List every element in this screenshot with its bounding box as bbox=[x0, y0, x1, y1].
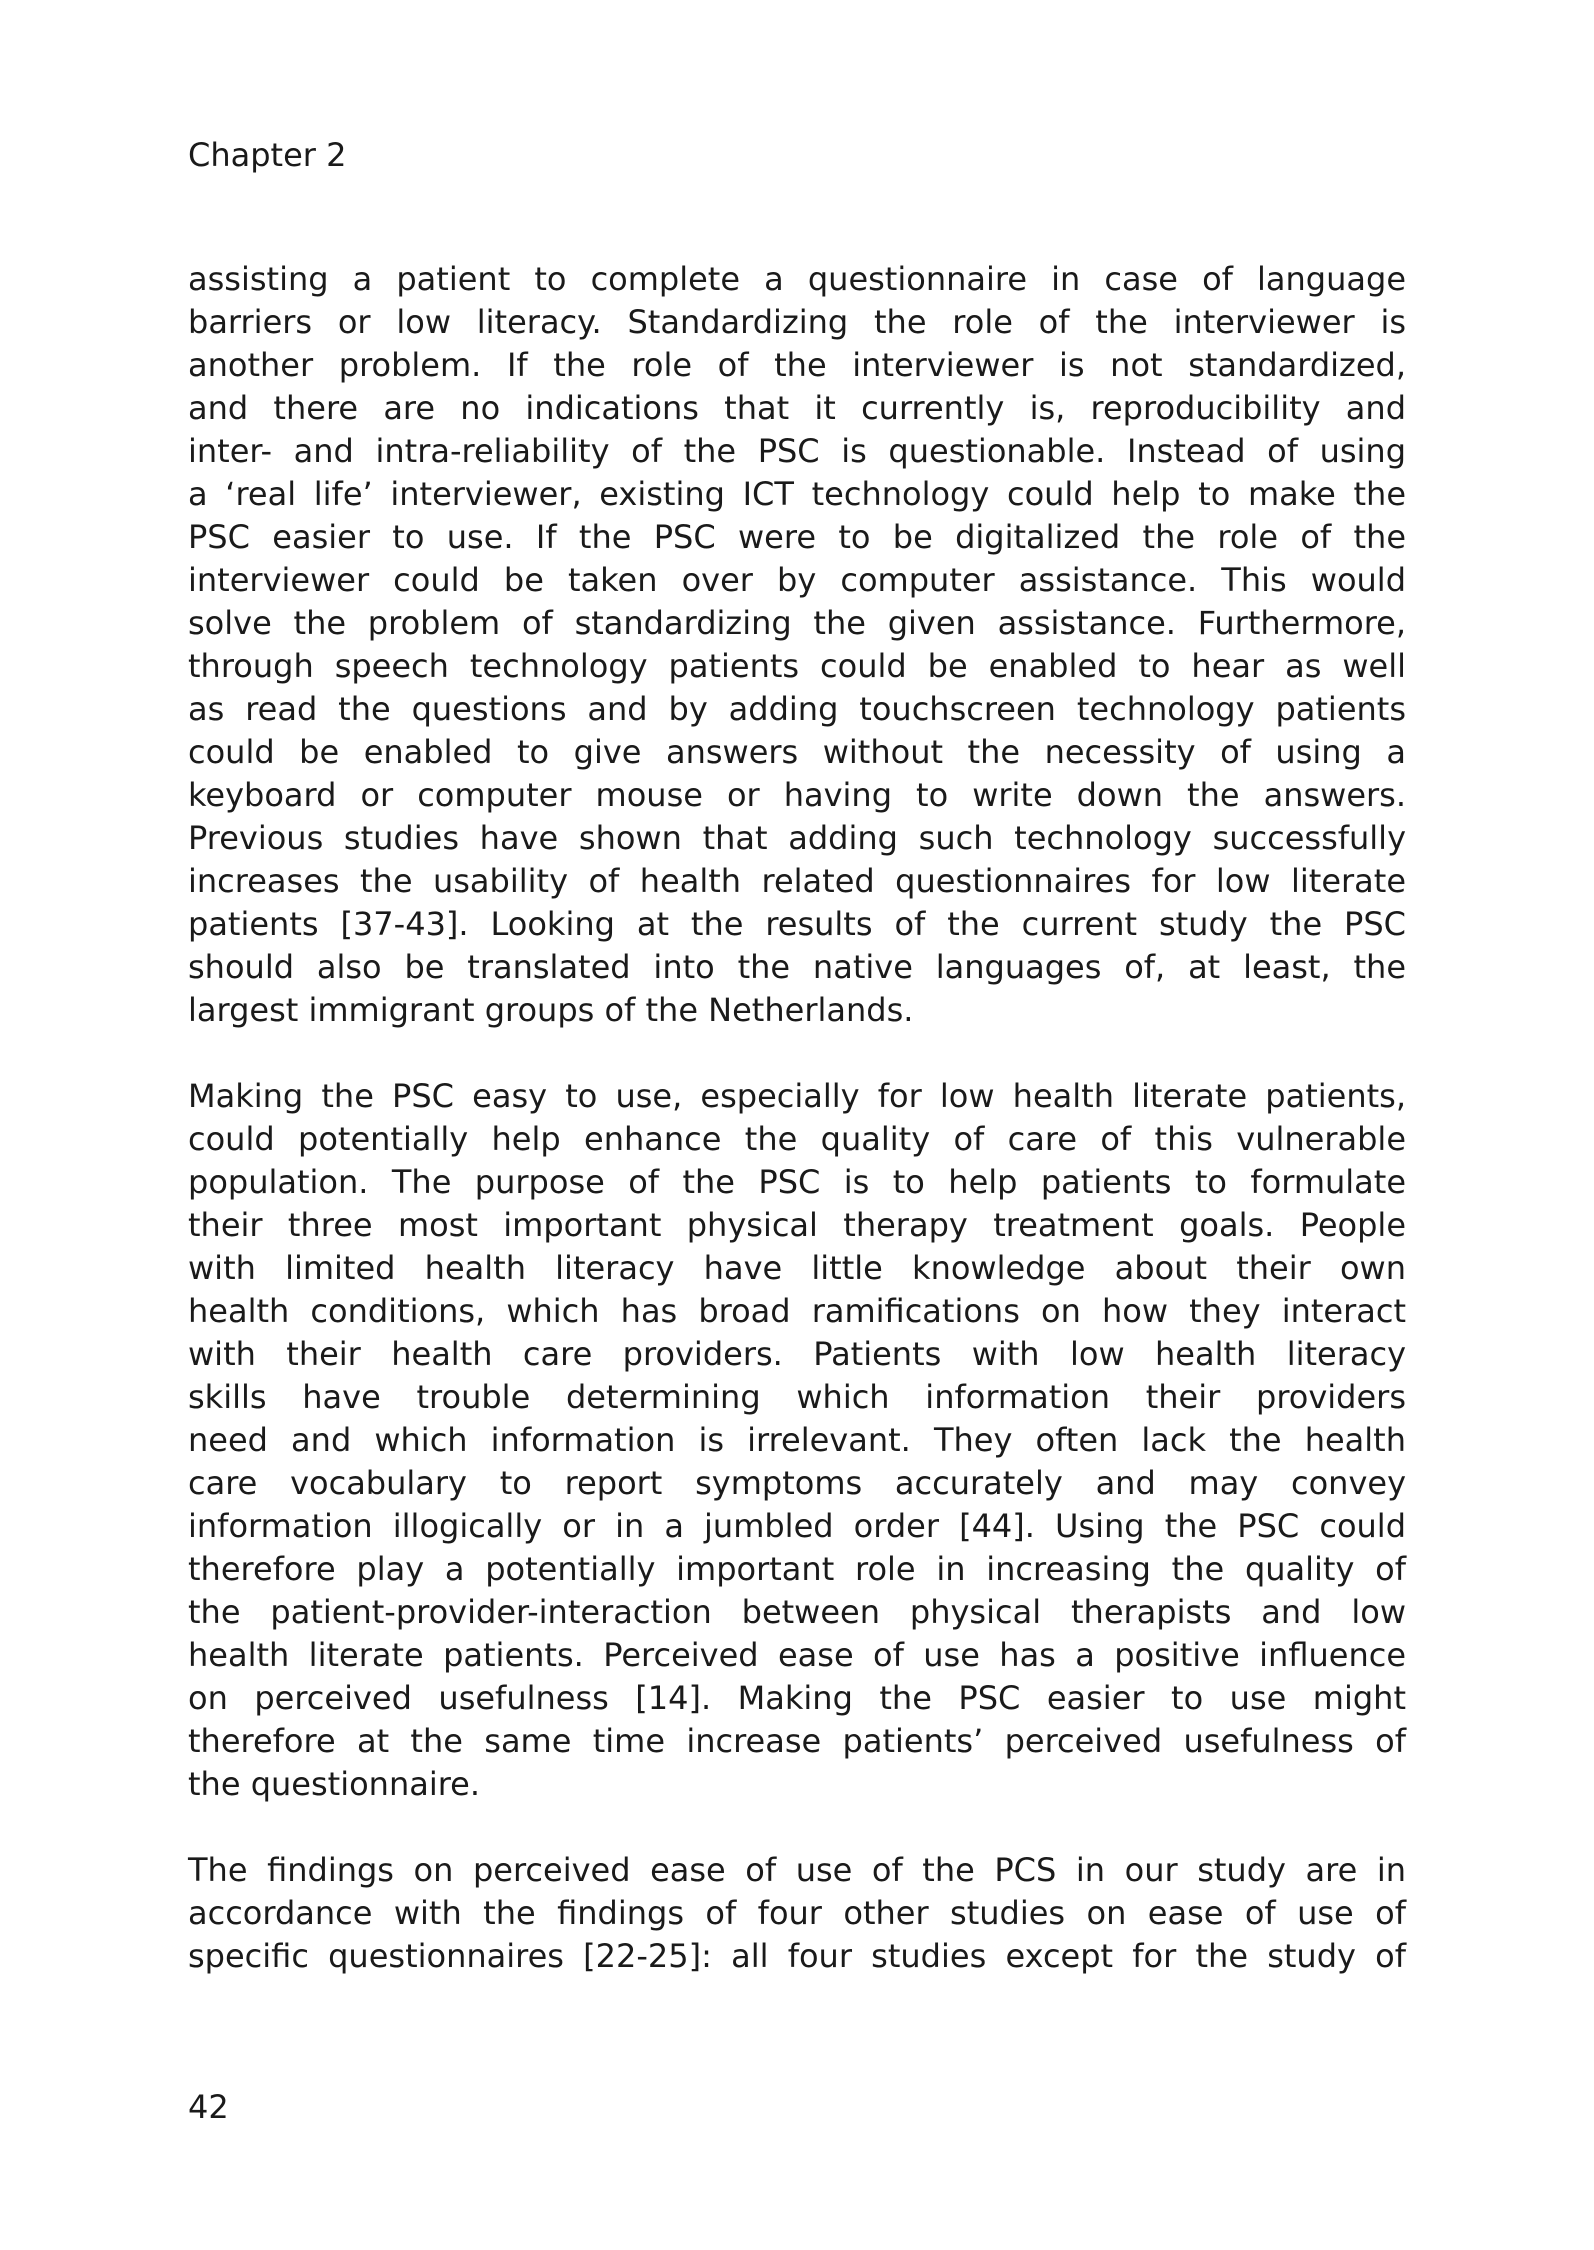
text-line: Making the PSC easy to use, especially for low health literate patients, bbox=[188, 1077, 1406, 1115]
text-line: accordance with the findings of four other studies on ease of use of bbox=[188, 1894, 1406, 1932]
text-line: PSC easier to use. If the PSC were to be digitalized the role of the bbox=[188, 518, 1406, 556]
text-line: skills have trouble determining which information their providers bbox=[188, 1378, 1406, 1416]
text-line: solve the problem of standardizing the given assistance. Furthermore, bbox=[188, 604, 1406, 642]
text-line: population. The purpose of the PSC is to help patients to formulate bbox=[188, 1163, 1406, 1201]
text-line: assisting a patient to complete a questionnaire in case of language bbox=[188, 260, 1406, 298]
text-line: through speech technology patients could be enabled to hear as well bbox=[188, 647, 1406, 685]
paragraph bbox=[188, 1075, 1406, 1806]
text-line: Previous studies have shown that adding such technology successfully bbox=[188, 819, 1406, 857]
text-line: on perceived usefulness [14]. Making the PSC easier to use might bbox=[188, 1679, 1406, 1717]
text-line: therefore at the same time increase patients’ perceived usefulness of bbox=[188, 1722, 1406, 1760]
text-line: inter- and intra-reliability of the PSC is questionable. Instead of using bbox=[188, 432, 1406, 470]
text-line: with limited health literacy have little knowledge about their own bbox=[188, 1249, 1406, 1287]
text-line: as read the questions and by adding touchscreen technology patients bbox=[188, 690, 1406, 728]
text-line: largest immigrant groups of the Netherlands. bbox=[188, 991, 914, 1029]
text-line: and there are no indications that it currently is, reproducibility and bbox=[188, 389, 1406, 427]
text-line: therefore play a potentially important role in increasing the quality of bbox=[188, 1550, 1406, 1588]
text-line: information illogically or in a jumbled order [44]. Using the PSC could bbox=[188, 1507, 1406, 1545]
text-line: their three most important physical therapy treatment goals. People bbox=[188, 1206, 1406, 1244]
text-line: The findings on perceived ease of use of the PCS in our study are in bbox=[188, 1851, 1406, 1889]
page-number: 42 bbox=[188, 2088, 229, 2126]
text-line: care vocabulary to report symptoms accurately and may convey bbox=[188, 1464, 1406, 1502]
text-line: a ‘real life’ interviewer, existing ICT technology could help to make the bbox=[188, 475, 1406, 513]
text-line: patients [37-43]. Looking at the results of the current study the PSC bbox=[188, 905, 1406, 943]
paragraph bbox=[188, 1849, 1406, 1978]
running-header: Chapter 2 bbox=[188, 136, 347, 174]
text-line: another problem. If the role of the interviewer is not standardized, bbox=[188, 346, 1406, 384]
text-line: health conditions, which has broad ramifications on how they interact bbox=[188, 1292, 1406, 1330]
text-line: barriers or low literacy. Standardizing the role of the interviewer is bbox=[188, 303, 1406, 341]
text-line: the questionnaire. bbox=[188, 1765, 481, 1803]
text-line: specific questionnaires [22-25]: all four studies except for the study of bbox=[188, 1937, 1406, 1975]
text-line: could be enabled to give answers without the necessity of using a bbox=[188, 733, 1406, 771]
text-line: the patient-provider-interaction between physical therapists and low bbox=[188, 1593, 1406, 1631]
text-line: need and which information is irrelevant. They often lack the health bbox=[188, 1421, 1406, 1459]
body-text bbox=[188, 258, 1406, 2021]
text-line: keyboard or computer mouse or having to write down the answers. bbox=[188, 776, 1406, 814]
paragraph bbox=[188, 258, 1406, 1032]
text-line: should also be translated into the native languages of, at least, the bbox=[188, 948, 1406, 986]
text-line: health literate patients. Perceived ease of use has a positive influence bbox=[188, 1636, 1406, 1674]
text-line: could potentially help enhance the quality of care of this vulnerable bbox=[188, 1120, 1406, 1158]
text-line: interviewer could be taken over by computer assistance. This would bbox=[188, 561, 1406, 599]
text-line: increases the usability of health related questionnaires for low literate bbox=[188, 862, 1406, 900]
text-line: with their health care providers. Patients with low health literacy bbox=[188, 1335, 1406, 1373]
